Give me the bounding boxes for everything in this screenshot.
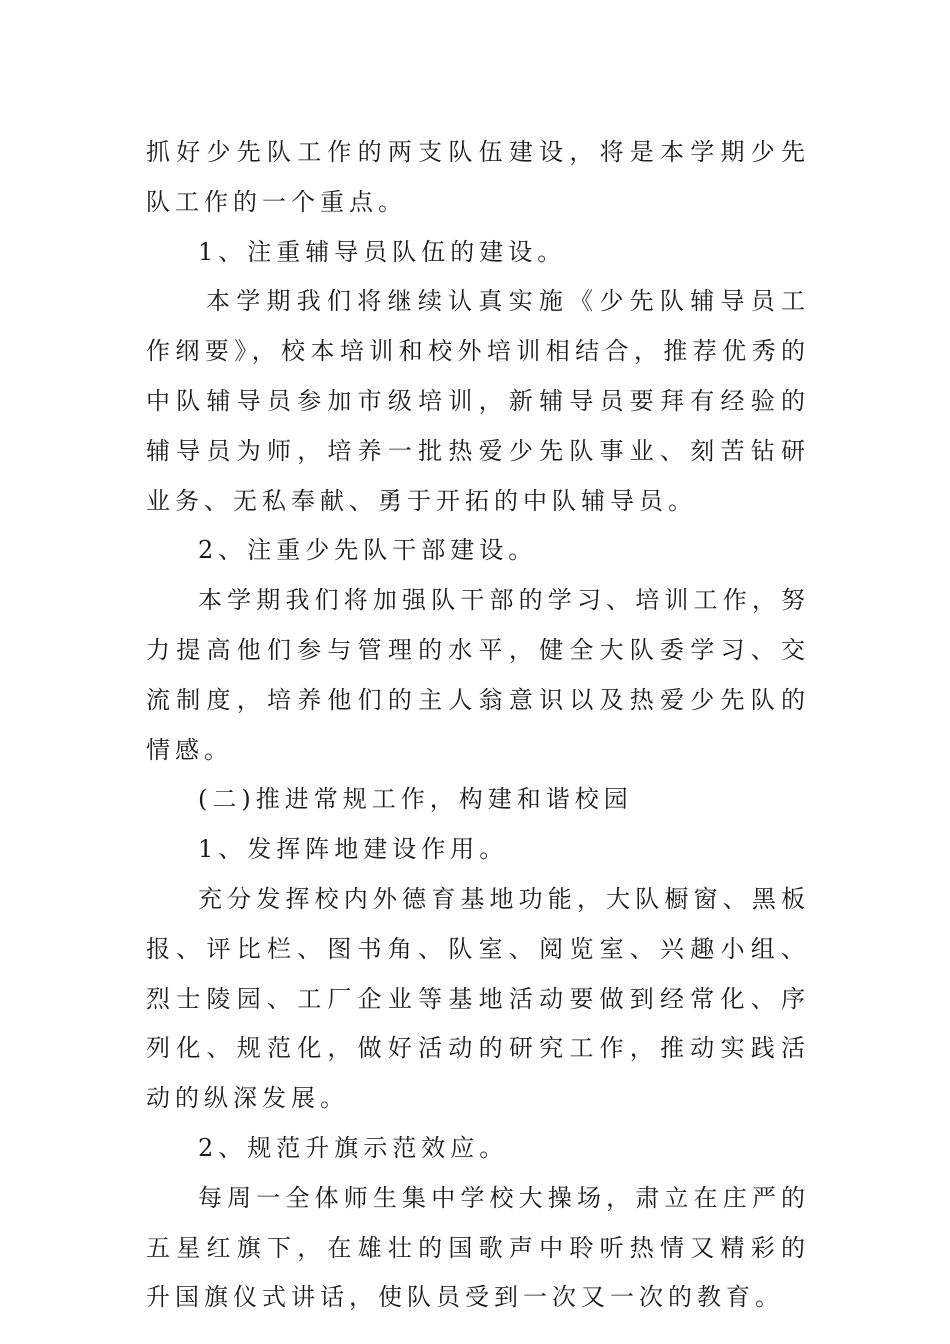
- paragraph-counselor-team: 本学期我们将继续认真实施《少先队辅导员工作纲要》，校本培训和校外培训相结合，推荐优秀的中队辅导员参加市级培训，新辅导员要拜有经验的辅导员为师，培养一批热爱少先队事业、刻苦钻研业务、无私奉献、勇于开拓的中队辅导员。: [146, 287, 810, 515]
- paragraph-intro: 抓好少先队工作的两支队伍建设，将是本学期少先队工作的一个重点。: [146, 138, 810, 216]
- paragraph-flag-raising: 每周一全体师生集中学校大操场，肃立在庄严的五星红旗下，在雄壮的国歌声中聆听热情又精彩的升国旗仪式讲话，使队员受到一次又一次的教育。: [146, 1183, 810, 1312]
- paragraph-position-building: 充分发挥校内外德育基地功能，大队橱窗、黑板报、评比栏、图书角、队室、阅览室、兴趣小组、烈士陵园、工厂企业等基地活动要做到经常化、序列化、规范化，做好活动的研究工作，推动实践活动的纵深发展。: [146, 884, 810, 1113]
- heading-counselor-team: 1、注重辅导员队伍的建设。: [198, 237, 567, 266]
- document-body: [146, 128, 810, 1323]
- section-heading-routine-work: (二)推进常规工作，构建和谐校园: [198, 785, 633, 814]
- heading-position-building: 1、发挥阵地建设作用。: [198, 835, 509, 864]
- paragraph-cadre-building: 本学期我们将加强队干部的学习、培训工作，努力提高他们参与管理的水平，健全大队委学习、交流制度，培养他们的主人翁意识以及热爱少先队的情感。: [146, 586, 810, 764]
- heading-cadre-building: 2、注重少先队干部建设。: [198, 536, 538, 565]
- heading-flag-raising: 2、规范升旗示范效应。: [198, 1133, 509, 1162]
